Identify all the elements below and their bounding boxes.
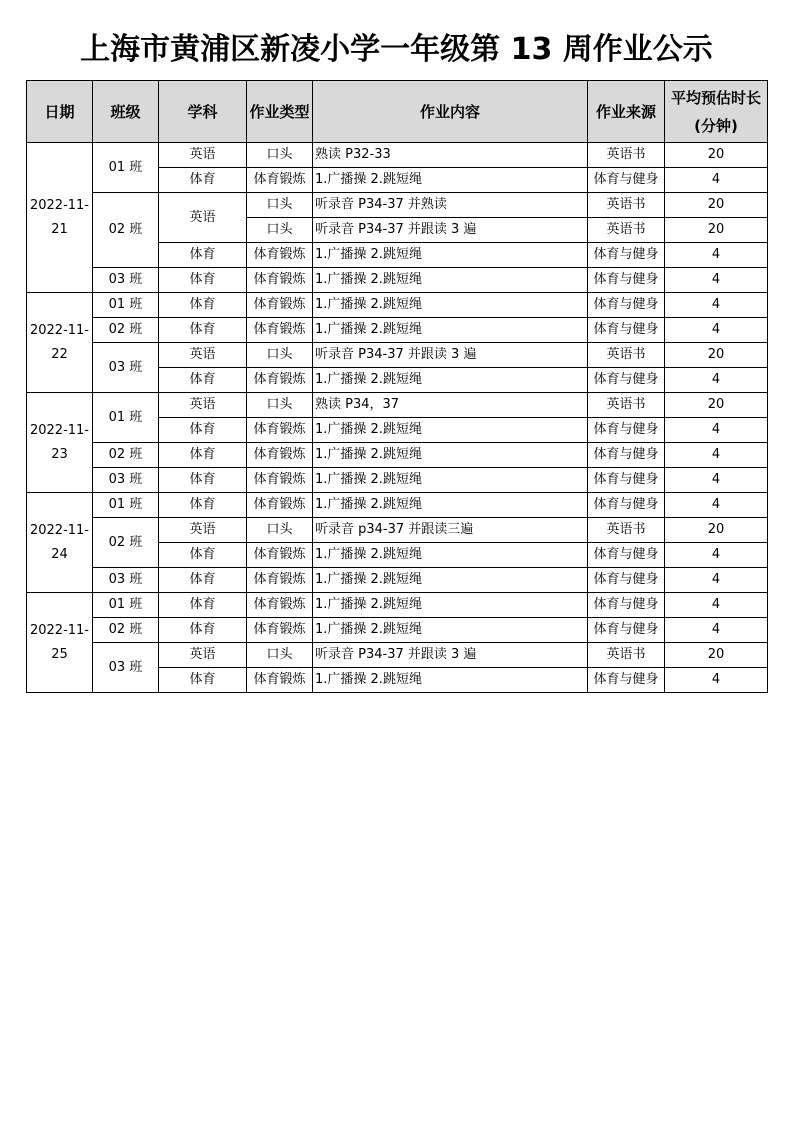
type-cell: 体育锻炼 [247, 668, 313, 693]
subject-cell: 体育 [159, 268, 247, 293]
subject-cell: 英语 [159, 393, 247, 418]
table-row [27, 468, 768, 493]
source-cell: 体育与健身 [588, 318, 665, 343]
table-body [27, 143, 768, 693]
subject-cell: 体育 [159, 318, 247, 343]
source-cell: 英语书 [588, 193, 665, 218]
subject-cell: 英语 [159, 343, 247, 368]
class-cell: 03 班 [93, 343, 159, 393]
content-cell: 1.广播操 2.跳短绳 [313, 318, 588, 343]
type-cell: 口头 [247, 218, 313, 243]
subject-cell: 体育 [159, 493, 247, 518]
minutes-cell: 20 [665, 518, 768, 543]
minutes-cell: 20 [665, 193, 768, 218]
class-cell: 02 班 [93, 518, 159, 568]
type-cell: 体育锻炼 [247, 168, 313, 193]
source-cell: 英语书 [588, 643, 665, 668]
type-cell: 口头 [247, 643, 313, 668]
subject-cell: 体育 [159, 543, 247, 568]
source-cell: 体育与健身 [588, 418, 665, 443]
type-cell: 体育锻炼 [247, 593, 313, 618]
source-cell: 体育与健身 [588, 618, 665, 643]
content-cell: 1.广播操 2.跳短绳 [313, 293, 588, 318]
class-cell: 02 班 [93, 443, 159, 468]
content-cell: 1.广播操 2.跳短绳 [313, 468, 588, 493]
content-cell: 熟读 P32-33 [313, 143, 588, 168]
minutes-cell: 4 [665, 543, 768, 568]
content-cell: 1.广播操 2.跳短绳 [313, 268, 588, 293]
source-cell: 体育与健身 [588, 168, 665, 193]
minutes-cell: 4 [665, 568, 768, 593]
class-cell: 01 班 [93, 143, 159, 193]
type-cell: 体育锻炼 [247, 468, 313, 493]
table-row [27, 593, 768, 618]
minutes-cell: 4 [665, 593, 768, 618]
content-cell: 听录音 P34-37 并跟读 3 遍 [313, 643, 588, 668]
type-cell: 体育锻炼 [247, 543, 313, 568]
content-cell: 1.广播操 2.跳短绳 [313, 568, 588, 593]
type-cell: 口头 [247, 193, 313, 218]
header-date: 日期 [27, 81, 93, 143]
content-cell: 1.广播操 2.跳短绳 [313, 668, 588, 693]
type-cell: 体育锻炼 [247, 418, 313, 443]
table-row [27, 568, 768, 593]
table-row [27, 343, 768, 368]
class-cell: 03 班 [93, 268, 159, 293]
source-cell: 体育与健身 [588, 593, 665, 618]
type-cell: 体育锻炼 [247, 568, 313, 593]
source-cell: 体育与健身 [588, 568, 665, 593]
table-row [27, 293, 768, 318]
source-cell: 体育与健身 [588, 368, 665, 393]
subject-cell: 体育 [159, 593, 247, 618]
subject-cell: 英语 [159, 518, 247, 543]
content-cell: 听录音 P34-37 并跟读 3 遍 [313, 218, 588, 243]
table-row [27, 318, 768, 343]
subject-cell: 英语 [159, 193, 247, 243]
content-cell: 熟读 P34，37 [313, 393, 588, 418]
table-row [27, 618, 768, 643]
date-cell: 2022-11-24 [27, 493, 93, 593]
type-cell: 口头 [247, 143, 313, 168]
header-minutes: 平均预估时长(分钟) [665, 81, 768, 143]
type-cell: 口头 [247, 518, 313, 543]
content-cell: 1.广播操 2.跳短绳 [313, 368, 588, 393]
table-row [27, 393, 768, 418]
source-cell: 体育与健身 [588, 468, 665, 493]
header-subject: 学科 [159, 81, 247, 143]
table-row [27, 643, 768, 668]
date-cell: 2022-11-21 [27, 143, 93, 293]
minutes-cell: 4 [665, 443, 768, 468]
content-cell: 1.广播操 2.跳短绳 [313, 168, 588, 193]
content-cell: 1.广播操 2.跳短绳 [313, 443, 588, 468]
minutes-cell: 20 [665, 393, 768, 418]
subject-cell: 体育 [159, 468, 247, 493]
type-cell: 体育锻炼 [247, 243, 313, 268]
minutes-cell: 4 [665, 493, 768, 518]
source-cell: 体育与健身 [588, 243, 665, 268]
type-cell: 体育锻炼 [247, 493, 313, 518]
table-row [27, 518, 768, 543]
class-cell: 01 班 [93, 593, 159, 618]
class-cell: 02 班 [93, 318, 159, 343]
content-cell: 听录音 p34-37 并跟读三遍 [313, 518, 588, 543]
type-cell: 体育锻炼 [247, 318, 313, 343]
header-row [27, 81, 768, 143]
minutes-cell: 4 [665, 618, 768, 643]
source-cell: 英语书 [588, 393, 665, 418]
class-cell: 01 班 [93, 293, 159, 318]
subject-cell: 体育 [159, 618, 247, 643]
subject-cell: 体育 [159, 668, 247, 693]
table-row [27, 143, 768, 168]
minutes-cell: 4 [665, 243, 768, 268]
subject-cell: 体育 [159, 293, 247, 318]
date-cell: 2022-11-22 [27, 293, 93, 393]
source-cell: 体育与健身 [588, 493, 665, 518]
minutes-cell: 4 [665, 468, 768, 493]
content-cell: 1.广播操 2.跳短绳 [313, 593, 588, 618]
content-cell: 1.广播操 2.跳短绳 [313, 418, 588, 443]
source-cell: 体育与健身 [588, 443, 665, 468]
source-cell: 英语书 [588, 143, 665, 168]
class-cell: 01 班 [93, 393, 159, 443]
content-cell: 1.广播操 2.跳短绳 [313, 543, 588, 568]
subject-cell: 英语 [159, 143, 247, 168]
table-row [27, 443, 768, 468]
class-cell: 03 班 [93, 643, 159, 693]
source-cell: 英语书 [588, 343, 665, 368]
table-row [27, 193, 768, 218]
minutes-cell: 4 [665, 368, 768, 393]
type-cell: 体育锻炼 [247, 368, 313, 393]
class-cell: 01 班 [93, 493, 159, 518]
source-cell: 体育与健身 [588, 293, 665, 318]
type-cell: 体育锻炼 [247, 293, 313, 318]
content-cell: 1.广播操 2.跳短绳 [313, 493, 588, 518]
minutes-cell: 20 [665, 143, 768, 168]
header-type: 作业类型 [247, 81, 313, 143]
minutes-cell: 4 [665, 268, 768, 293]
minutes-cell: 4 [665, 293, 768, 318]
type-cell: 口头 [247, 343, 313, 368]
subject-cell: 体育 [159, 443, 247, 468]
content-cell: 听录音 P34-37 并熟读 [313, 193, 588, 218]
class-cell: 02 班 [93, 193, 159, 268]
type-cell: 口头 [247, 393, 313, 418]
content-cell: 1.广播操 2.跳短绳 [313, 618, 588, 643]
minutes-cell: 4 [665, 668, 768, 693]
content-cell: 1.广播操 2.跳短绳 [313, 243, 588, 268]
source-cell: 体育与健身 [588, 543, 665, 568]
type-cell: 体育锻炼 [247, 618, 313, 643]
header-source: 作业来源 [588, 81, 665, 143]
class-cell: 02 班 [93, 618, 159, 643]
table-row [27, 268, 768, 293]
minutes-cell: 20 [665, 218, 768, 243]
header-class: 班级 [93, 81, 159, 143]
minutes-cell: 4 [665, 168, 768, 193]
subject-cell: 英语 [159, 643, 247, 668]
source-cell: 体育与健身 [588, 268, 665, 293]
minutes-cell: 4 [665, 418, 768, 443]
content-cell: 听录音 P34-37 并跟读 3 遍 [313, 343, 588, 368]
subject-cell: 体育 [159, 168, 247, 193]
subject-cell: 体育 [159, 418, 247, 443]
source-cell: 体育与健身 [588, 668, 665, 693]
minutes-cell: 20 [665, 343, 768, 368]
date-cell: 2022-11-25 [27, 593, 93, 693]
class-cell: 03 班 [93, 468, 159, 493]
homework-table [26, 80, 768, 693]
minutes-cell: 20 [665, 643, 768, 668]
date-cell: 2022-11-23 [27, 393, 93, 493]
table-row [27, 493, 768, 518]
page-title: 上海市黄浦区新凌小学一年级第 13 周作业公示 [80, 32, 713, 67]
type-cell: 体育锻炼 [247, 443, 313, 468]
subject-cell: 体育 [159, 243, 247, 268]
subject-cell: 体育 [159, 368, 247, 393]
source-cell: 英语书 [588, 518, 665, 543]
subject-cell: 体育 [159, 568, 247, 593]
class-cell: 03 班 [93, 568, 159, 593]
minutes-cell: 4 [665, 318, 768, 343]
type-cell: 体育锻炼 [247, 268, 313, 293]
source-cell: 英语书 [588, 218, 665, 243]
header-content: 作业内容 [313, 81, 588, 143]
